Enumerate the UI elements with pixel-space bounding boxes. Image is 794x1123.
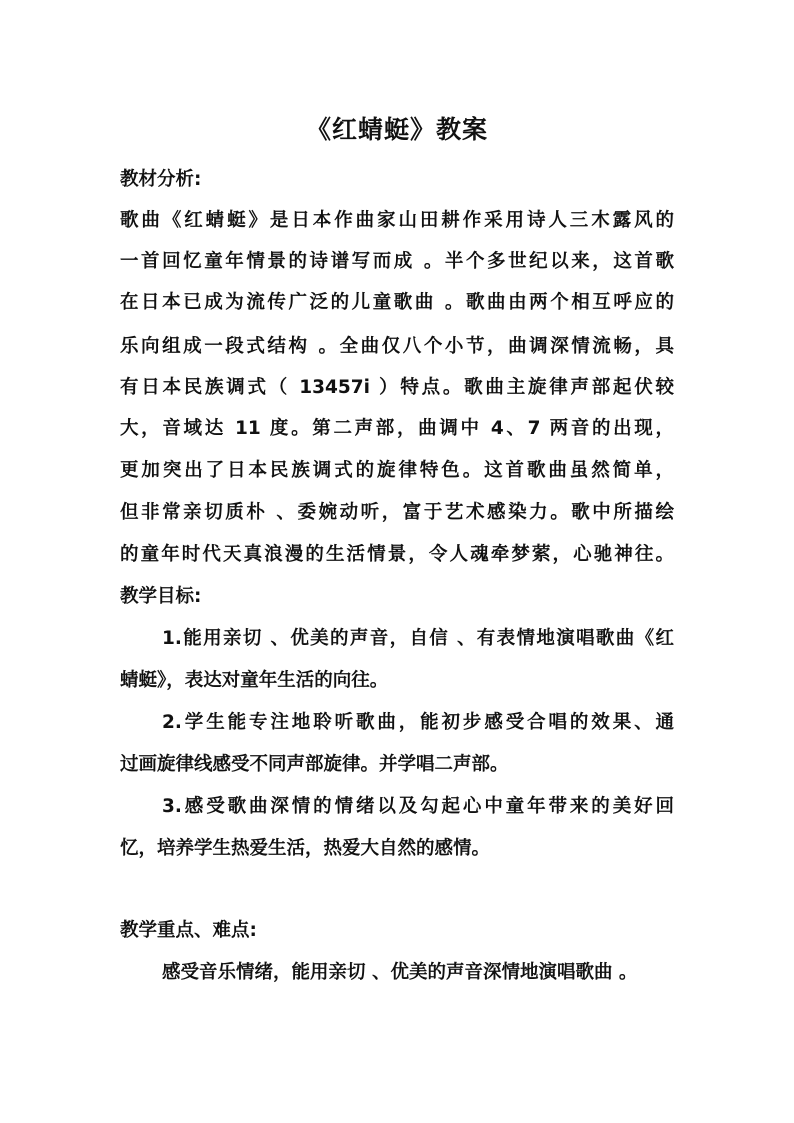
document-title: 《红蜻蜓》教案 [305,115,488,144]
analysis-line: 更加突出了日本民族调式的旋律特色。这首歌曲虽然简单， [120,460,674,481]
analysis-line: 但非常亲切质朴 、委婉动听，富于艺术感染力。歌中所描绘 [120,502,674,523]
objective-line: 2.学生能专注地聆听歌曲，能初步感受合唱的效果、通 [162,712,674,733]
objective-line: 过画旋律线感受不同声部旋律。并学唱二声部。 [120,754,509,775]
analysis-line: 一首回忆童年情景的诗谱写而成 。半个多世纪以来，这首歌 [120,251,674,272]
objective-line: 蜻蜓》，表达对童年生活的向往。 [120,670,389,691]
keypoints-heading: 教学重点、难点: [120,920,257,941]
objective-line: 1.能用亲切 、优美的声音，自信 、有表情地演唱歌曲《红 [162,628,674,649]
analysis-heading: 教材分析: [120,169,202,190]
analysis-line: 在日本已成为流传广泛的儿童歌曲 。歌曲由两个相互呼应的 [120,292,674,313]
analysis-line: 有日本民族调式（ 13457i ）特点。歌曲主旋律声部起伏较 [120,377,674,398]
analysis-line: 乐向组成一段式结构 。全曲仅八个小节，曲调深情流畅，具 [120,336,674,357]
analysis-line: 大，音域达 11 度。第二声部，曲调中 4、7 两音的出现， [120,418,674,439]
keypoint-line: 感受音乐情绪，能用亲切 、优美的声音深情地演唱歌曲 。 [162,962,638,983]
analysis-line: 歌曲《红蜻蜓》是日本作曲家山田耕作采用诗人三木露风的 [120,210,674,231]
analysis-line: 的童年时代天真浪漫的生活情景，令人魂牵梦萦，心驰神往。 [120,544,674,565]
objectives-heading: 教学目标: [120,586,202,607]
objective-line: 忆，培养学生热爱生活，热爱大自然的感情。 [120,838,491,859]
objective-line: 3.感受歌曲深情的情绪以及勾起心中童年带来的美好回 [162,796,674,817]
